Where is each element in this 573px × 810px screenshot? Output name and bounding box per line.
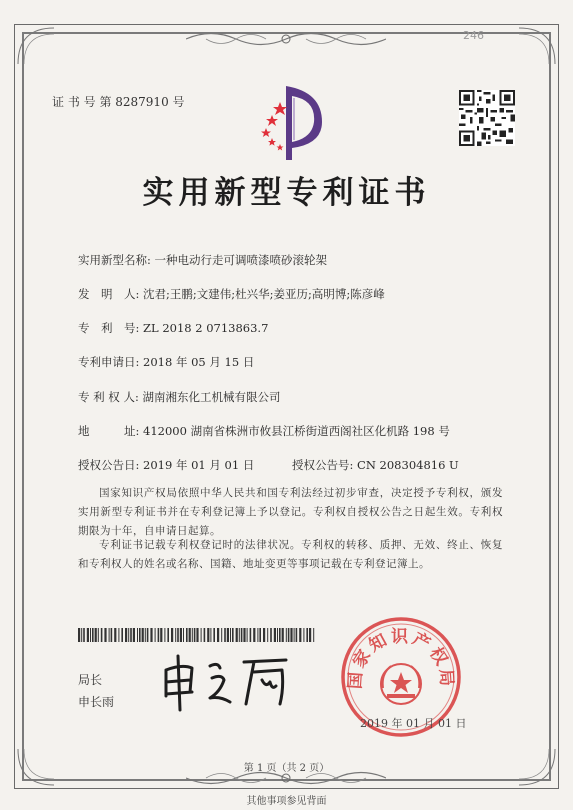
- field-label: 专 利 号:: [78, 321, 140, 335]
- field-value: 2018 年 05 月 15 日: [143, 355, 255, 369]
- top-ornament: [186, 28, 386, 50]
- field-value: 沈君;王鹏;文建伟;杜兴华;姜亚历;高明博;陈彦峰: [143, 287, 385, 301]
- field-label: 实用新型名称:: [78, 253, 151, 267]
- field-label: 授权公告号:: [292, 458, 354, 472]
- field-label: 专利申请日:: [78, 355, 140, 369]
- page-number: 第 1 页（共 2 页）: [243, 763, 330, 774]
- certificate-title: 实用新型专利证书: [142, 175, 431, 211]
- seal-text: 国家知识产权局: [345, 627, 457, 690]
- barcode-icon: [78, 628, 318, 642]
- director-name: 申长雨: [78, 695, 115, 709]
- field-value: 412000 湖南省株洲市攸县江桥街道西阁社区化机路 198 号: [143, 424, 450, 438]
- field-inventors: [78, 286, 385, 302]
- corner-ornament-top-left: [16, 26, 56, 66]
- paragraph-grant-statement: 国家知识产权局依照中华人民共和国专利法经过初步审查，决定授予专利权，颁发实用新型专利证书并在专利登记簿上予以登记。专利权自授权公告之日起生效。专利权期限为十年，自申请日起算。: [78, 487, 503, 537]
- field-grant-date: [78, 457, 254, 473]
- footer-note: 其他事项参见背面: [246, 796, 327, 807]
- field-patent-number: [78, 320, 268, 336]
- field-value: 一种电动行走可调喷漆喷砂滚轮架: [154, 253, 328, 267]
- field-value: 湖南湘东化工机械有限公司: [142, 390, 281, 404]
- field-utility-model-name: [78, 252, 327, 268]
- field-value: 2019 年 01 月 01 日: [143, 458, 255, 472]
- field-value: ZL 2018 2 0713863.7: [143, 321, 269, 335]
- certificate-number: 证 书 号 第 8287910 号: [52, 95, 185, 109]
- paragraph-legal-status: 专利证书记载专利权登记时的法律状况。专利权的转移、质押、无效、终止、恢复和专利权人的姓名或名称、国籍、地址变更等事项记载在专利登记簿上。: [78, 539, 503, 570]
- field-label: 发 明 人:: [78, 287, 140, 301]
- field-label: 授权公告日:: [78, 458, 140, 472]
- qr-code-icon: [459, 90, 515, 146]
- director-signature: [158, 652, 298, 712]
- corner-ornament-top-right: [517, 26, 557, 66]
- field-grant-number: [292, 457, 459, 473]
- field-label: 地 址:: [78, 424, 140, 438]
- handwritten-note: 246: [463, 29, 484, 42]
- field-patentee: [78, 389, 281, 405]
- field-filing-date: [78, 354, 254, 370]
- field-address: [78, 423, 450, 439]
- field-label: 专 利 权 人:: [78, 390, 139, 404]
- field-value: CN 208304816 U: [357, 458, 459, 472]
- director-title: 局长: [78, 673, 103, 687]
- seal-date: 2019 年 01 月 01 日: [360, 717, 467, 730]
- patent-office-logo-icon: [236, 82, 328, 162]
